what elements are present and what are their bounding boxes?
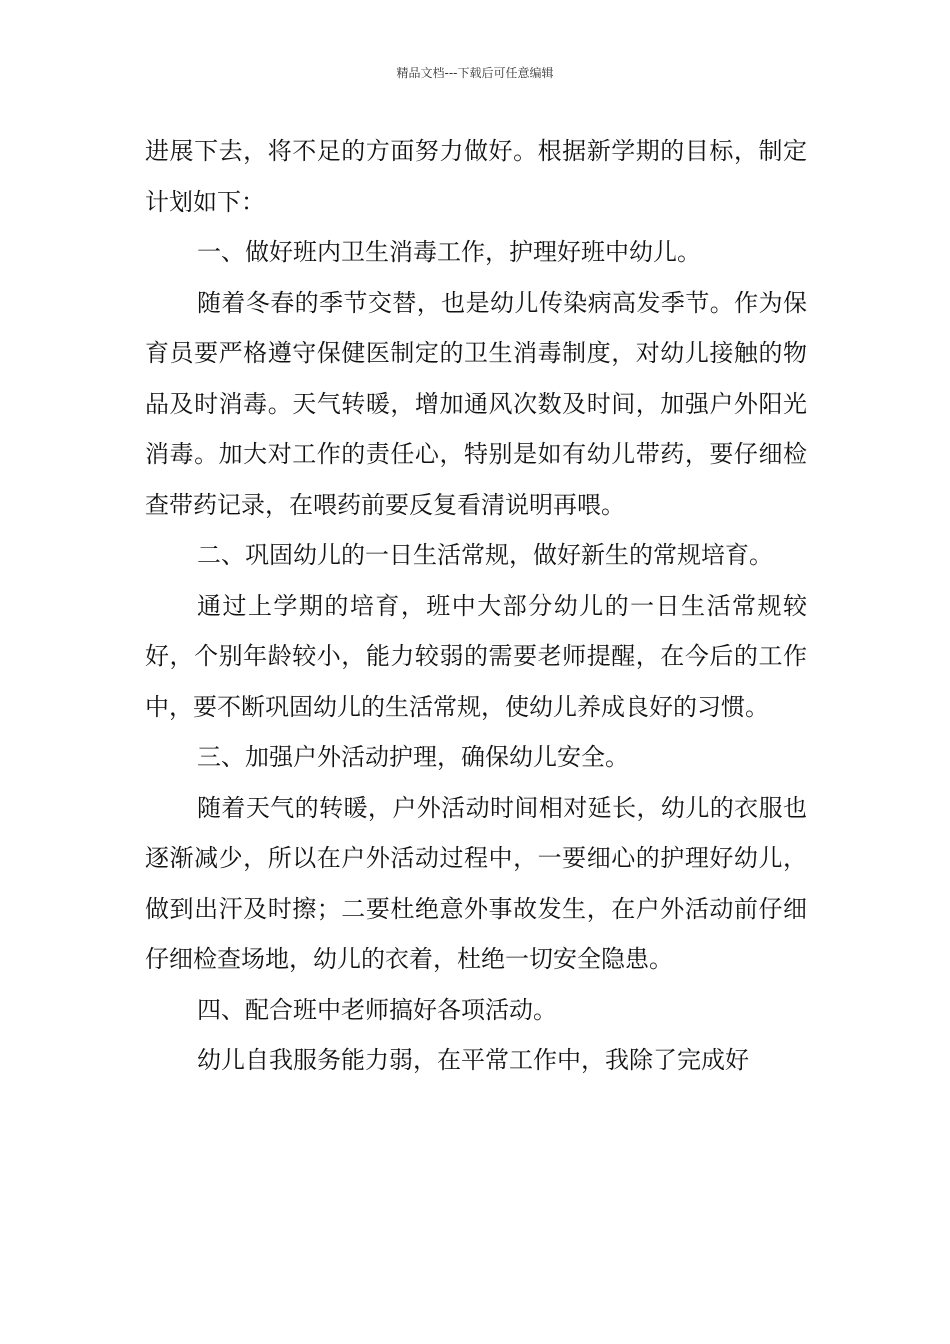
section-heading-3: 三、加强户外活动护理，确保幼儿安全。	[197, 743, 629, 771]
section-heading-1: 一、做好班内卫生消毒工作，护理好班中幼儿。	[197, 238, 701, 266]
paragraph-activities: 幼儿自我服务能力弱，在平常工作中，我除了完成好	[197, 1046, 749, 1074]
document-body	[145, 126, 807, 1086]
section-heading-4: 四、配合班中老师搞好各项活动。	[197, 995, 557, 1024]
paragraph-routine: 通过上学期的培育，班中大部分幼儿的一日生活常规较好，个别年龄较小，能力较弱的需要老师提醒，在今后的工作中，要不断巩固幼儿的生活常规，使幼儿养成良好的习惯。	[145, 591, 807, 721]
section-heading-2: 二、巩固幼儿的一日生活常规，做好新生的常规培育。	[197, 541, 773, 569]
paragraph-hygiene: 随着冬春的季节交替，也是幼儿传染病高发季节。作为保育员要严格遵守保健医制定的卫生消毒制度，对幼儿接触的物品及时消毒。天气转暖，增加通风次数及时间，加强户外阳光消毒。加大对工作的责任心，特别是如有幼儿带药，要仔细检查带药记录，在喂药前要反复看清说明再喂。	[145, 288, 807, 519]
page-header: 精品文档---下载后可任意编辑	[396, 66, 554, 80]
paragraph-intro: 进展下去，将不足的方面努力做好。根据新学期的目标，制定计划如下：	[145, 137, 807, 216]
paragraph-outdoor: 随着天气的转暖，户外活动时间相对延长，幼儿的衣服也逐渐减少，所以在户外活动过程中，一要细心的护理好幼儿，做到出汗及时擦；二要杜绝意外事故发生，在户外活动前仔细仔细检查场地，幼儿的衣着，杜绝一切安全隐患。	[145, 793, 807, 973]
